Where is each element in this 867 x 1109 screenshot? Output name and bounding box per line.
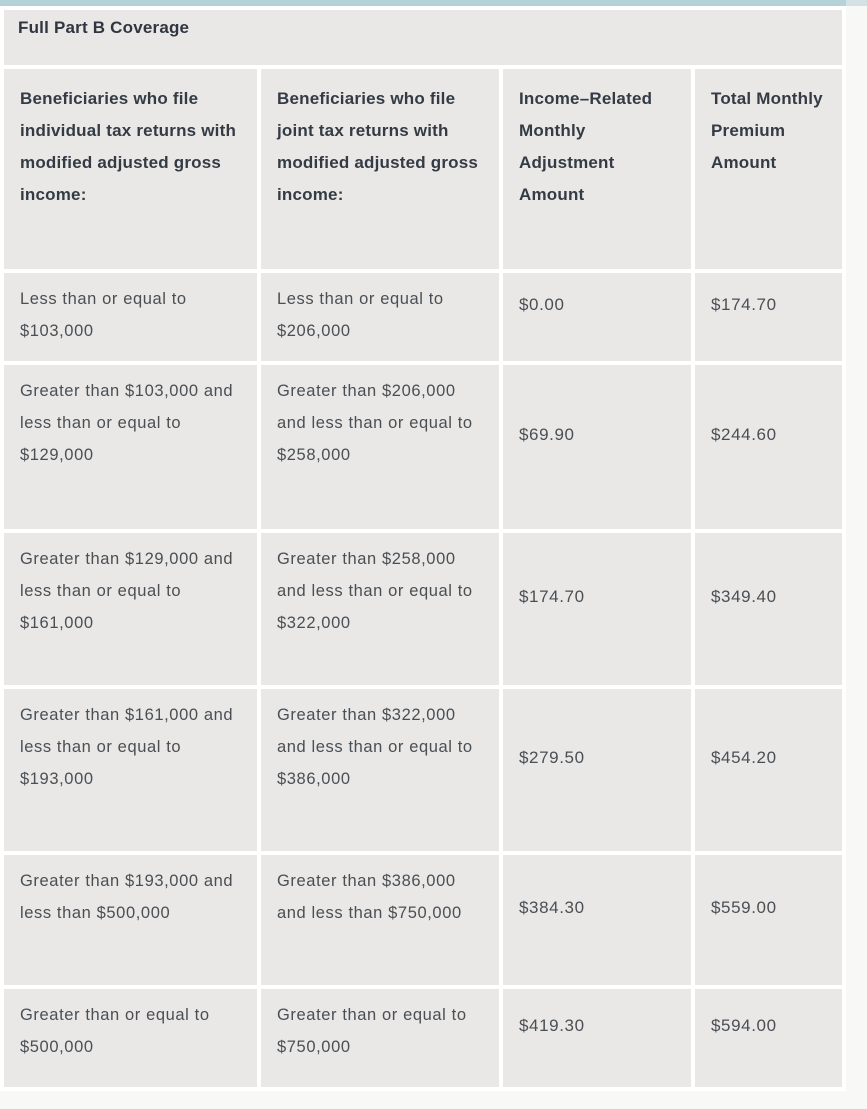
column-header-irmaa: Income–Related Monthly Adjustment Amount <box>503 69 691 269</box>
cell-individual-income: Greater than $161,000 and less than or equal to $193,000 <box>4 689 257 851</box>
column-header-total-premium: Total Monthly Premium Amount <box>695 69 842 269</box>
cell-joint-income: Greater than $386,000 and less than $750,000 <box>261 855 499 985</box>
cell-joint-income: Greater than $206,000 and less than or equal to $258,000 <box>261 365 499 529</box>
cell-irmaa-amount: $384.30 <box>503 855 691 985</box>
cell-individual-income: Greater than $193,000 and less than $500,000 <box>4 855 257 985</box>
cell-irmaa-amount: $174.70 <box>503 533 691 685</box>
cell-total-premium: $594.00 <box>695 989 842 1087</box>
table-title: Full Part B Coverage <box>4 10 842 65</box>
top-accent-strip-right <box>846 0 867 6</box>
cell-irmaa-amount: $279.50 <box>503 689 691 851</box>
cell-joint-income: Greater than $258,000 and less than or equal to $322,000 <box>261 533 499 685</box>
cell-irmaa-amount: $0.00 <box>503 273 691 361</box>
cell-total-premium: $559.00 <box>695 855 842 985</box>
table-title-row <box>4 10 842 65</box>
cell-total-premium: $244.60 <box>695 365 842 529</box>
cell-total-premium: $349.40 <box>695 533 842 685</box>
cell-individual-income: Less than or equal to $103,000 <box>4 273 257 361</box>
cell-joint-income: Greater than $322,000 and less than or equal to $386,000 <box>261 689 499 851</box>
top-accent-strip-main <box>0 0 846 6</box>
cell-joint-income: Greater than or equal to $750,000 <box>261 989 499 1087</box>
cell-irmaa-amount: $419.30 <box>503 989 691 1087</box>
cell-total-premium: $174.70 <box>695 273 842 361</box>
table-row <box>4 989 842 1087</box>
cell-joint-income: Less than or equal to $206,000 <box>261 273 499 361</box>
cell-individual-income: Greater than $103,000 and less than or equal to $129,000 <box>4 365 257 529</box>
part-b-premium-table <box>0 6 846 1091</box>
table-header-row <box>4 69 842 269</box>
table-row <box>4 855 842 985</box>
column-header-joint-returns: Beneficiaries who file joint tax returns with modified adjusted gross income: <box>261 69 499 269</box>
cell-irmaa-amount: $69.90 <box>503 365 691 529</box>
top-accent-strip <box>0 0 867 6</box>
table-row <box>4 273 842 361</box>
cell-individual-income: Greater than $129,000 and less than or equal to $161,000 <box>4 533 257 685</box>
table-row <box>4 689 842 851</box>
cell-total-premium: $454.20 <box>695 689 842 851</box>
table-row <box>4 533 842 685</box>
cell-individual-income: Greater than or equal to $500,000 <box>4 989 257 1087</box>
column-header-individual-returns: Beneficiaries who file individual tax returns with modified adjusted gross income: <box>4 69 257 269</box>
table-row <box>4 365 842 529</box>
